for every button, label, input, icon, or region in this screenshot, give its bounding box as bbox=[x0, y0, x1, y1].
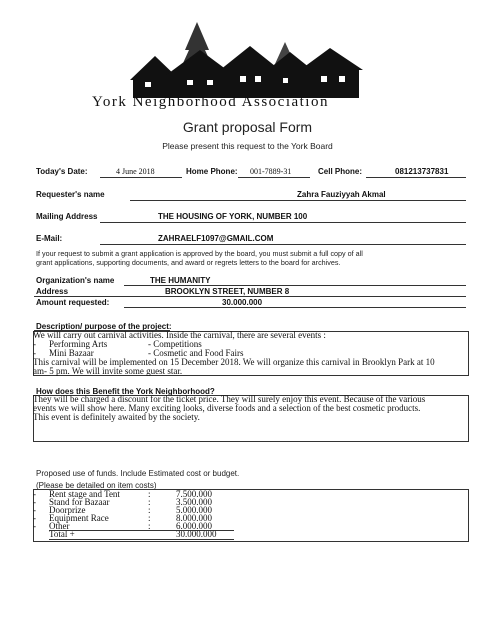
funds-sublabel: (Please be detailed on item costs) bbox=[36, 481, 157, 490]
organization-address-underline bbox=[34, 296, 466, 297]
requester-underline bbox=[130, 200, 466, 201]
benefit-label: How does this Benefit the York Neighborhood? bbox=[36, 387, 215, 396]
window-shape bbox=[240, 76, 246, 82]
amount-requested-field[interactable]: 30.000.000 bbox=[222, 298, 263, 307]
house-shape bbox=[220, 46, 280, 70]
email-label: E-Mail: bbox=[36, 234, 63, 243]
archive-notice bbox=[36, 249, 363, 267]
fund-item-colon: : bbox=[148, 521, 151, 531]
house-shape bbox=[300, 48, 363, 70]
cell-phone-underline bbox=[366, 177, 466, 178]
list-item-right: - Competitions bbox=[148, 339, 202, 349]
home-phone-underline bbox=[238, 177, 310, 178]
home-phone-label: Home Phone: bbox=[186, 167, 238, 176]
funds-total-underline bbox=[49, 539, 234, 540]
funds-total-overline bbox=[49, 530, 234, 531]
list-dash: - bbox=[33, 505, 36, 515]
window-shape bbox=[255, 76, 261, 82]
mailing-label: Mailing Address bbox=[36, 212, 98, 221]
organization-name-underline bbox=[124, 285, 466, 286]
fund-item-amount: 5.000.000 bbox=[176, 505, 212, 515]
date-underline bbox=[100, 177, 182, 178]
date-field[interactable]: 4 June 2018 bbox=[116, 167, 155, 176]
email-underline bbox=[100, 244, 466, 245]
amount-requested-underline bbox=[124, 307, 466, 308]
description-line: We will carry out carnival activities. Inside the carnival, there are several events : bbox=[33, 330, 326, 340]
window-shape bbox=[321, 76, 327, 82]
mailing-field[interactable]: THE HOUSING OF YORK, NUMBER 100 bbox=[158, 212, 308, 221]
list-item-left: Mini Bazaar bbox=[49, 348, 94, 358]
cell-phone-field[interactable]: 081213737831 bbox=[395, 167, 449, 176]
fund-item-colon: : bbox=[148, 513, 151, 523]
fund-item-colon: : bbox=[148, 489, 151, 499]
home-phone-field[interactable]: 001-7889-31 bbox=[250, 167, 292, 176]
list-item-right: - Cosmetic and Food Fairs bbox=[148, 348, 244, 358]
fund-item-amount: 8.000.000 bbox=[176, 513, 212, 523]
description-label: Description/ purpose of the project: bbox=[36, 322, 172, 331]
fund-item-amount: 3.500.000 bbox=[176, 497, 212, 507]
cell-phone-label: Cell Phone: bbox=[318, 167, 363, 176]
list-dash: - bbox=[33, 513, 36, 523]
list-dash: - bbox=[33, 348, 36, 358]
archive-notice-line: grant applications, supporting documents, and award or regrets letters to the board for archives. bbox=[36, 258, 341, 267]
archive-notice-line: If your request to submit a grant application is approved by the board, you must submit a full copy of all bbox=[36, 249, 363, 258]
organization-address-field[interactable]: BROOKLYN STREET, NUMBER 8 bbox=[165, 287, 290, 296]
organization-address-label: Address bbox=[36, 287, 69, 296]
fund-item-name: Rent stage and Tent bbox=[49, 489, 120, 499]
fund-item-name: Equipment Race bbox=[49, 513, 109, 523]
form-instruction: Please present this request to the York Board bbox=[162, 141, 333, 151]
list-dash: - bbox=[33, 489, 36, 499]
description-line: am- 5 pm. We will invite some guest star. bbox=[33, 366, 183, 376]
organization-name-label: Organization's name bbox=[36, 276, 115, 285]
fund-total-label: Total + bbox=[49, 529, 75, 539]
window-shape bbox=[187, 80, 193, 85]
list-dash: - bbox=[33, 521, 36, 531]
amount-requested-label: Amount requested: bbox=[36, 298, 110, 307]
benefit-line: They will be charged a discount for the ticket price. They will surely enjoy this event. Because of the various bbox=[33, 394, 426, 404]
list-dash: - bbox=[33, 497, 36, 507]
window-shape bbox=[145, 82, 151, 87]
mailing-underline bbox=[100, 222, 466, 223]
fund-total-value: 30.000.000 bbox=[176, 529, 217, 539]
description-text bbox=[33, 331, 435, 376]
funds-row bbox=[33, 521, 212, 531]
fund-item-name: Other bbox=[49, 521, 70, 531]
fund-item-amount: 6.000.000 bbox=[176, 521, 212, 531]
fund-item-name: Doorprize bbox=[49, 505, 86, 515]
org-name: York Neighborhood Association bbox=[92, 94, 329, 110]
window-shape bbox=[207, 80, 213, 85]
date-label: Today's Date: bbox=[36, 167, 88, 176]
benefit-line: events we will show here. Many exciting looks, diverse foods and a selection of the best cosmetic products. bbox=[33, 403, 421, 413]
house-shape bbox=[165, 50, 235, 76]
funds-list bbox=[33, 489, 217, 539]
requester-label: Requester's name bbox=[36, 190, 105, 199]
fund-item-amount: 7.500.000 bbox=[176, 489, 212, 499]
window-shape bbox=[339, 76, 345, 82]
requester-field[interactable]: Zahra Fauziyyah Akmal bbox=[297, 190, 386, 199]
description-line: This carnival will be implemented on 15 December 2018. We will organize this carnival in Brooklyn Park at 10 bbox=[33, 357, 435, 367]
fund-item-colon: : bbox=[148, 505, 151, 515]
fund-item-colon: : bbox=[148, 497, 151, 507]
list-dash: - bbox=[33, 339, 36, 349]
form-title: Grant proposal Form bbox=[182, 119, 313, 135]
organization-name-field[interactable]: THE HUMANITY bbox=[150, 276, 211, 285]
window-shape bbox=[283, 78, 288, 83]
benefit-line: This event is definitely awaited by the society. bbox=[33, 412, 200, 422]
york-neighborhood-logo bbox=[125, 20, 370, 102]
email-field[interactable]: ZAHRAELF1097@GMAIL.COM bbox=[158, 234, 274, 243]
description-list-item bbox=[33, 349, 435, 358]
fund-item-name: Stand for Bazaar bbox=[49, 497, 110, 507]
benefit-text bbox=[33, 395, 425, 422]
list-item-left: Performing Arts bbox=[49, 339, 108, 349]
funds-label: Proposed use of funds. Include Estimated cost or budget. bbox=[36, 469, 240, 478]
funds-total-row bbox=[33, 529, 217, 539]
